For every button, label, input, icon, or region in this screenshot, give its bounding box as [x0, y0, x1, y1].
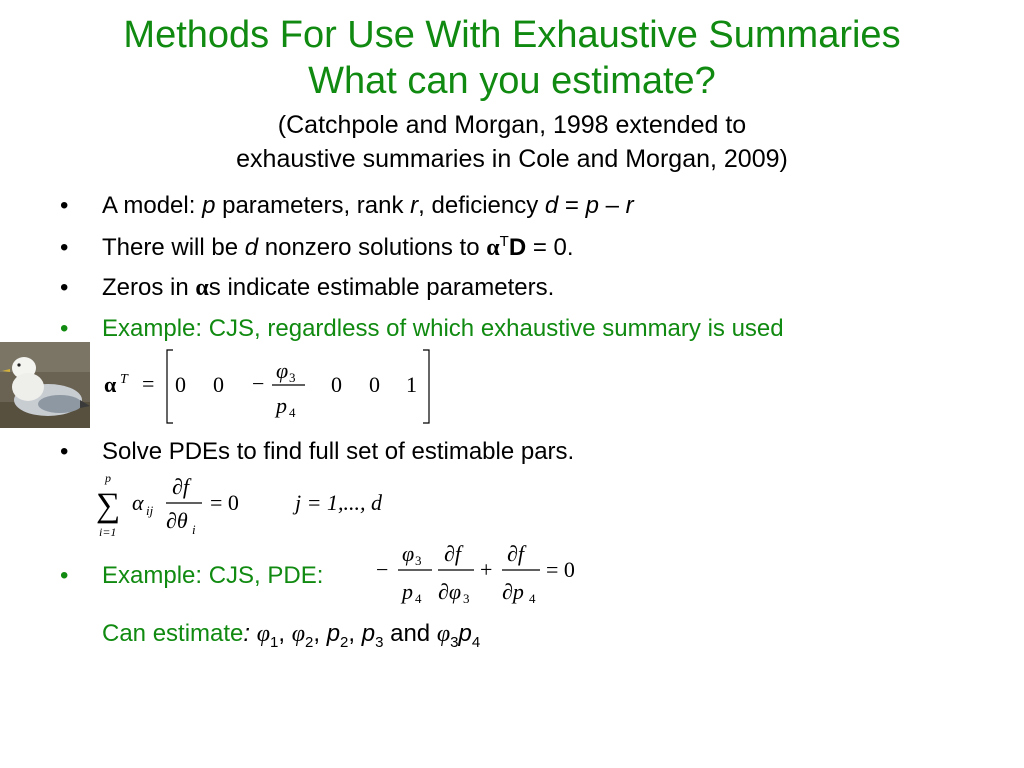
svg-text:4: 4 [415, 591, 422, 606]
slide-title: Methods For Use With Exhaustive Summaries [123, 14, 901, 56]
svg-text:i: i [192, 522, 196, 537]
bullet-dot: • [60, 562, 69, 589]
svg-text:p: p [276, 393, 287, 418]
svg-text:∂φ: ∂φ [438, 579, 462, 604]
svg-text:3: 3 [289, 370, 296, 385]
bullet-example-cjs: • Example: CJS, regardless of which exhaustive summary is used [60, 315, 784, 342]
sum-symbol: ∑ [96, 487, 121, 524]
svg-text:=: = [142, 371, 155, 396]
citation-line-1: (Catchpole and Morgan, 1998 extended to [277, 111, 747, 139]
svg-text:+: + [480, 557, 493, 582]
left-bracket [167, 350, 173, 423]
svg-text:0: 0 [213, 372, 224, 397]
svg-text:∂f: ∂f [172, 474, 189, 499]
svg-text:= 0: = 0 [546, 557, 575, 582]
svg-text:∂f: ∂f [444, 541, 461, 566]
svg-text:3: 3 [463, 591, 470, 606]
alpha-symbol: α [104, 372, 117, 397]
bullet-dot: • [60, 438, 69, 465]
svg-text:3: 3 [415, 553, 422, 568]
bullet-dot: • [60, 192, 69, 219]
svg-text:∂p: ∂p [502, 579, 524, 604]
svg-text:p: p [105, 471, 111, 485]
svg-text:4: 4 [529, 591, 536, 606]
bullet-model: • A model: p parameters, rank r, deficiency d = p – r [60, 192, 634, 219]
svg-text:∂θ: ∂θ [166, 508, 188, 533]
pde-sum-equation [92, 468, 412, 544]
bullet-nonzero-solutions: • There will be d nonzero solutions to $\alpha^TD = 0$. [60, 233, 574, 261]
cjs-pde-equation [374, 535, 594, 611]
right-bracket [423, 350, 429, 423]
svg-text:0: 0 [331, 372, 342, 397]
bullet-solve-pdes: • Solve PDEs to find full set of estimable pars. [60, 438, 575, 465]
bullet-dot: • [60, 315, 69, 342]
svg-text:4: 4 [289, 405, 296, 420]
svg-text:= 0: = 0 [210, 490, 239, 515]
can-estimate-line: Can estimate: $\varphi_1$, $\varphi_2$, $p_2$, $p_3$ and $\varphi_3p_4$ [102, 620, 481, 651]
bullet-dot: • [60, 234, 69, 261]
svg-text:T: T [120, 372, 128, 387]
seagull-photo [0, 342, 90, 428]
svg-text:−: − [252, 371, 265, 396]
svg-text:0: 0 [369, 372, 380, 397]
citation-line-2: exhaustive summaries in Cole and Morgan, 2009) [236, 145, 788, 173]
slide-subtitle: What can you estimate? [308, 60, 716, 102]
svg-text:φ: φ [276, 358, 289, 383]
bullet-dot: • [60, 274, 69, 301]
svg-text:1: 1 [406, 372, 417, 397]
svg-text:φ: φ [402, 541, 415, 566]
svg-text:α: α [132, 490, 144, 515]
svg-text:i=1: i=1 [99, 525, 117, 539]
svg-text:ij: ij [146, 503, 154, 518]
bullet-example-pde: • Example: CJS, PDE: [60, 562, 324, 589]
svg-text:−: − [376, 557, 389, 582]
svg-text:p: p [402, 579, 413, 604]
bullet-zeros: • Zeros in αs indicate estimable parameters. [60, 274, 555, 301]
svg-text:0: 0 [175, 372, 186, 397]
svg-text:j = 1,..., d: j = 1,..., d [295, 490, 382, 515]
alpha-vector-equation [100, 345, 440, 427]
svg-text:∂f: ∂f [507, 541, 524, 566]
